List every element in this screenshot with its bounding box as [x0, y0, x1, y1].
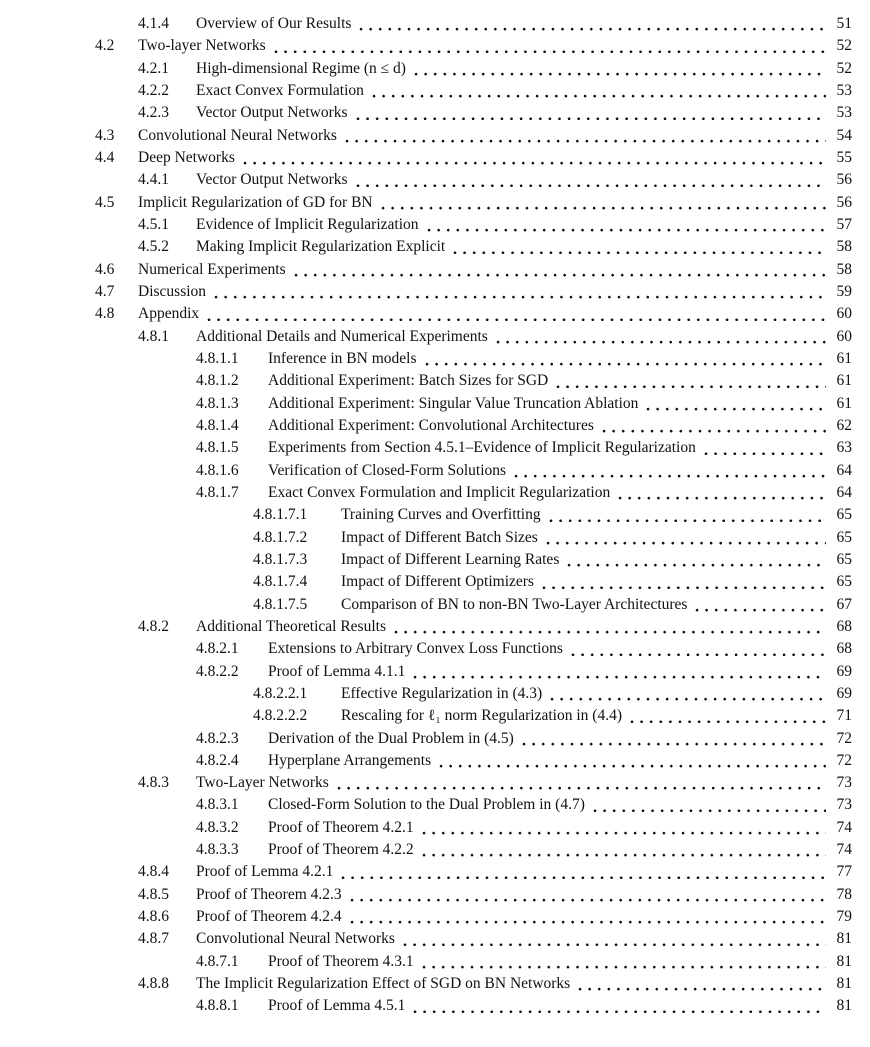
toc-dot-leader	[549, 683, 826, 705]
toc-entry[interactable]	[95, 281, 852, 303]
toc-dot-leader	[570, 638, 826, 660]
toc-entry-title: Rescaling for ℓ₁ norm Regularization in (4.4)	[341, 707, 622, 725]
toc-dot-leader	[426, 214, 826, 236]
toc-entry-title: Discussion	[138, 282, 207, 300]
toc-entry-page: 74	[836, 818, 852, 836]
toc-dot-leader	[355, 169, 826, 191]
toc-entry-number: 4.8.2.1	[196, 640, 239, 658]
toc-entry-number: 4.2.3	[138, 104, 169, 122]
toc-entry[interactable]	[95, 683, 852, 705]
toc-entry-page: 53	[836, 81, 852, 99]
toc-entry-number: 4.3	[95, 126, 115, 144]
toc-dot-leader	[555, 370, 826, 392]
toc-entry-title: Training Curves and Overfitting	[341, 506, 541, 524]
toc-entry-number: 4.8.3.3	[196, 841, 239, 859]
toc-entry-page: 69	[836, 662, 852, 680]
toc-entry-number: 4.8	[95, 305, 115, 323]
toc-entry-page: 57	[836, 215, 852, 233]
toc-entry-title: Impact of Different Learning Rates	[341, 550, 560, 568]
toc-entry[interactable]	[95, 750, 852, 772]
toc-entry-number: 4.8.2	[138, 617, 169, 635]
toc-dot-leader	[380, 192, 826, 214]
toc-entry[interactable]	[95, 460, 852, 482]
toc-dot-leader	[545, 527, 826, 549]
toc-entry-title: Proof of Lemma 4.5.1	[268, 997, 406, 1015]
toc-entry-title: Proof of Theorem 4.2.3	[196, 885, 342, 903]
toc-dot-leader	[694, 594, 826, 616]
toc-entry[interactable]	[95, 303, 852, 325]
toc-entry-number: 4.8.1.7.5	[253, 595, 308, 613]
toc-entry[interactable]	[95, 125, 852, 147]
toc-entry[interactable]	[95, 861, 852, 883]
toc-dot-leader	[213, 281, 826, 303]
toc-entry-number: 4.8.1.6	[196, 461, 239, 479]
toc-entry[interactable]	[95, 928, 852, 950]
toc-entry-page: 68	[836, 617, 852, 635]
toc-entry-number: 4.8.4	[138, 863, 169, 881]
toc-dot-leader	[340, 861, 826, 883]
toc-dot-leader	[703, 437, 826, 459]
toc-entry[interactable]	[95, 638, 852, 660]
toc-dot-leader	[513, 460, 826, 482]
toc-entry-page: 65	[836, 550, 852, 568]
toc-dot-leader	[393, 616, 826, 638]
toc-entry-title: Convolutional Neural Networks	[138, 126, 337, 144]
toc-dot-leader	[577, 973, 826, 995]
toc-entry-page: 61	[836, 394, 852, 412]
toc-dot-leader	[617, 482, 826, 504]
toc-entry[interactable]	[95, 437, 852, 459]
toc-entry-title: Proof of Theorem 4.2.4	[196, 908, 342, 926]
toc-dot-leader	[645, 393, 826, 415]
toc-entry-number: 4.5	[95, 193, 115, 211]
toc-dot-leader	[424, 348, 827, 370]
toc-entry[interactable]	[95, 973, 852, 995]
toc-entry[interactable]	[95, 80, 852, 102]
toc-entry-page: 74	[836, 841, 852, 859]
toc-entry-title: Proof of Theorem 4.3.1	[268, 952, 414, 970]
toc-entry-number: 4.8.2.3	[196, 729, 239, 747]
toc-dot-leader	[349, 906, 826, 928]
toc-entry-title: Two-Layer Networks	[196, 774, 329, 792]
toc-entry[interactable]	[95, 728, 852, 750]
toc-entry-number: 4.8.1.7.2	[253, 528, 308, 546]
toc-entry-number: 4.8.1.7.4	[253, 573, 308, 591]
toc-entry[interactable]	[95, 594, 852, 616]
toc-entry-title: Evidence of Implicit Regularization	[196, 215, 419, 233]
toc-entry-page: 64	[836, 483, 852, 501]
toc-entry-number: 4.8.1.2	[196, 372, 239, 390]
toc-dot-leader	[344, 125, 826, 147]
toc-entry-title: Two-layer Networks	[138, 37, 266, 55]
toc-entry[interactable]	[95, 616, 852, 638]
toc-entry-title: Extensions to Arbitrary Convex Loss Functions	[268, 640, 563, 658]
toc-dot-leader	[521, 728, 826, 750]
toc-entry-number: 4.8.3.2	[196, 818, 239, 836]
toc-dot-leader	[402, 928, 826, 950]
toc-dot-leader	[358, 13, 826, 35]
toc-entry-title: Proof of Lemma 4.2.1	[196, 863, 334, 881]
toc-entry-page: 51	[836, 15, 852, 32]
toc-dot-leader	[412, 661, 826, 683]
toc-entry-page: 61	[836, 349, 852, 367]
toc-entry-page: 53	[836, 104, 852, 122]
toc-entry-title: Impact of Different Batch Sizes	[341, 528, 538, 546]
toc-entry-number: 4.6	[95, 260, 115, 278]
toc-entry[interactable]	[95, 102, 852, 124]
toc-entry-number: 4.8.1.7.3	[253, 550, 308, 568]
toc-entry-number: 4.8.8.1	[196, 997, 239, 1015]
toc-entry-number: 4.4.1	[138, 171, 169, 189]
toc-entry-title: Verification of Closed-Form Solutions	[268, 461, 507, 479]
toc-entry-title: Inference in BN models	[268, 349, 417, 367]
toc-dot-leader	[629, 705, 826, 727]
toc-entry-title: Overview of Our Results	[196, 15, 352, 32]
toc-entry-page: 71	[836, 707, 852, 725]
toc-entry-page: 72	[836, 751, 852, 769]
toc-entry-number: 4.8.1.1	[196, 349, 239, 367]
toc-entry-title: Additional Theoretical Results	[196, 617, 386, 635]
toc-entry-title: Exact Convex Formulation and Implicit Regularization	[268, 483, 611, 501]
toc-entry-title: Hyperplane Arrangements	[268, 751, 432, 769]
toc-entry-page: 61	[836, 372, 852, 390]
toc-dot-leader	[548, 504, 826, 526]
toc-dot-leader	[438, 750, 826, 772]
toc-entry-page: 60	[836, 327, 852, 345]
toc-entry[interactable]	[95, 415, 852, 437]
toc-dot-leader	[592, 794, 826, 816]
toc-entry-page: 68	[836, 640, 852, 658]
toc-entry-title: Additional Experiment: Singular Value Truncation Ablation	[268, 394, 639, 412]
toc-entry-page: 69	[836, 684, 852, 702]
toc-entry-number: 4.8.1.7.1	[253, 506, 308, 524]
toc-entry[interactable]	[95, 58, 852, 80]
toc-entry-page: 73	[836, 796, 852, 814]
toc-entry-page: 65	[836, 506, 852, 524]
toc-entry-number: 4.7	[95, 282, 115, 300]
toc-entry-page: 56	[836, 193, 852, 211]
toc-entry[interactable]	[95, 236, 852, 258]
toc-entry-page: 79	[836, 908, 852, 926]
toc-entry[interactable]	[95, 504, 852, 526]
toc-entry-page: 59	[836, 282, 852, 300]
toc-dot-leader	[206, 303, 826, 325]
toc-entry-number: 4.8.1.3	[196, 394, 239, 412]
toc-entry-number: 4.8.7.1	[196, 952, 239, 970]
toc-entry-number: 4.2	[95, 37, 115, 55]
toc-entry-number: 4.2.1	[138, 59, 169, 77]
toc-entry-title: Proof of Theorem 4.2.1	[268, 818, 414, 836]
toc-entry-page: 52	[836, 59, 852, 77]
toc-entry-number: 4.8.8	[138, 975, 169, 993]
toc-entry-page: 64	[836, 461, 852, 479]
toc-entry-title: Additional Details and Numerical Experiments	[196, 327, 488, 345]
toc-entry[interactable]	[95, 370, 852, 392]
toc-entry[interactable]	[95, 661, 852, 683]
toc-entry-number: 4.8.2.2.1	[253, 684, 308, 702]
toc-entry[interactable]	[95, 482, 852, 504]
toc-dot-leader	[566, 549, 826, 571]
toc-entry-page: 56	[836, 171, 852, 189]
toc-entry[interactable]	[95, 794, 852, 816]
toc-entry-title: Implicit Regularization of GD for BN	[138, 193, 373, 211]
toc-entry-title: Comparison of BN to non-BN Two-Layer Architectures	[341, 595, 688, 613]
toc-dot-leader	[495, 326, 826, 348]
toc-entry-number: 4.5.2	[138, 238, 169, 256]
toc-entry-page: 78	[836, 885, 852, 903]
toc-entry-title: Numerical Experiments	[138, 260, 286, 278]
toc-entry-page: 77	[836, 863, 852, 881]
toc-entry[interactable]	[95, 705, 852, 727]
toc-entry-title: Closed-Form Solution to the Dual Problem in (4.7)	[268, 796, 585, 814]
toc-entry-title: Exact Convex Formulation	[196, 81, 364, 99]
toc-entry-page: 81	[836, 997, 852, 1015]
toc-entry[interactable]	[95, 884, 852, 906]
toc-dot-leader	[412, 995, 826, 1017]
toc-entry-title: Vector Output Networks	[196, 104, 348, 122]
toc-entry[interactable]	[95, 147, 852, 169]
toc-entry-title: High-dimensional Regime (n ≤ d)	[196, 59, 406, 77]
toc-entry-title: The Implicit Regularization Effect of SGD on BN Networks	[196, 975, 571, 993]
toc-entry[interactable]	[95, 169, 852, 191]
toc-entry-page: 52	[836, 37, 852, 55]
toc-entry[interactable]	[95, 549, 852, 571]
toc-dot-leader	[601, 415, 826, 437]
toc-entry[interactable]	[95, 817, 852, 839]
toc-entry[interactable]	[95, 35, 852, 57]
toc-entry[interactable]	[95, 393, 852, 415]
toc-entry[interactable]	[95, 995, 852, 1017]
toc-entry-number: 4.8.2.2.2	[253, 707, 308, 725]
toc-entry-page: 63	[836, 439, 852, 457]
toc-entry-title: Additional Experiment: Batch Sizes for SGD	[268, 372, 549, 390]
toc-entry[interactable]	[95, 13, 852, 35]
toc-dot-leader	[293, 259, 826, 281]
toc-entry-page: 81	[836, 930, 852, 948]
toc-entry-number: 4.8.1.4	[196, 416, 239, 434]
toc-entry-page: 73	[836, 774, 852, 792]
toc-entry-number: 4.8.2.4	[196, 751, 239, 769]
toc-entry-title: Appendix	[138, 305, 200, 323]
toc-entry-title: Proof of Lemma 4.1.1	[268, 662, 406, 680]
toc-entry[interactable]	[95, 527, 852, 549]
toc-entry-title: Impact of Different Optimizers	[341, 573, 534, 591]
toc-entry-title: Effective Regularization in (4.3)	[341, 684, 543, 702]
toc-entry[interactable]	[95, 326, 852, 348]
toc-entry-number: 4.8.1.5	[196, 439, 239, 457]
toc-entry-title: Making Implicit Regularization Explicit	[196, 238, 446, 256]
toc-entry-page: 67	[836, 595, 852, 613]
toc-entry-page: 65	[836, 573, 852, 591]
toc-entry-number: 4.8.1.7	[196, 483, 239, 501]
toc-entry-number: 4.8.5	[138, 885, 169, 903]
toc-entry-title: Additional Experiment: Convolutional Architectures	[268, 416, 594, 434]
toc-entry-title: Experiments from Section 4.5.1–Evidence of Implicit Regularization	[268, 439, 696, 457]
toc-dot-leader	[355, 102, 826, 124]
toc-dot-leader	[371, 80, 826, 102]
toc-entry-number: 4.8.3	[138, 774, 169, 792]
toc-entry-page: 72	[836, 729, 852, 747]
toc-entry-number: 4.4	[95, 148, 115, 166]
toc-dot-leader	[273, 35, 826, 57]
toc-entry-page: 54	[836, 126, 852, 144]
toc-entry-number: 4.8.2.2	[196, 662, 239, 680]
toc-dot-leader	[421, 951, 826, 973]
toc-entry-page: 60	[836, 305, 852, 323]
toc-entry-page: 81	[836, 975, 852, 993]
toc-entry-title: Convolutional Neural Networks	[196, 930, 395, 948]
toc-entry[interactable]	[95, 259, 852, 281]
toc-entry[interactable]	[95, 214, 852, 236]
toc-dot-leader	[421, 839, 826, 861]
toc-dot-leader	[421, 817, 826, 839]
toc-entry-page: 62	[836, 416, 852, 434]
toc-dot-leader	[452, 236, 826, 258]
toc-entry-number: 4.1.4	[138, 15, 169, 32]
toc-entry[interactable]	[95, 192, 852, 214]
toc-entry[interactable]	[95, 839, 852, 861]
toc-entry-number: 4.2.2	[138, 81, 169, 99]
toc-dot-leader	[349, 884, 826, 906]
toc-entry-number: 4.5.1	[138, 215, 169, 233]
toc-entry-title: Deep Networks	[138, 148, 235, 166]
toc-entry-page: 55	[836, 148, 852, 166]
toc-entry-number: 4.8.3.1	[196, 796, 239, 814]
toc-entry-number: 4.8.7	[138, 930, 169, 948]
toc-entry-page: 58	[836, 260, 852, 278]
toc-entry[interactable]	[95, 906, 852, 928]
toc-entry-title: Vector Output Networks	[196, 171, 348, 189]
toc-entry-title: Derivation of the Dual Problem in (4.5)	[268, 729, 514, 747]
toc-entry-page: 65	[836, 528, 852, 546]
toc-entry[interactable]	[95, 951, 852, 973]
toc-entry[interactable]	[95, 571, 852, 593]
toc-entry-title: Proof of Theorem 4.2.2	[268, 841, 414, 859]
toc-entry-number: 4.8.1	[138, 327, 169, 345]
toc-entry[interactable]	[95, 348, 852, 370]
toc-dot-leader	[413, 58, 826, 80]
toc-dot-leader	[541, 571, 826, 593]
toc-entry-number: 4.8.6	[138, 908, 169, 926]
toc-entry[interactable]	[95, 772, 852, 794]
toc-dot-leader	[336, 772, 826, 794]
toc-entry-page: 58	[836, 238, 852, 256]
toc-dot-leader	[242, 147, 826, 169]
table-of-contents	[95, 13, 852, 1018]
toc-entry-page: 81	[836, 952, 852, 970]
